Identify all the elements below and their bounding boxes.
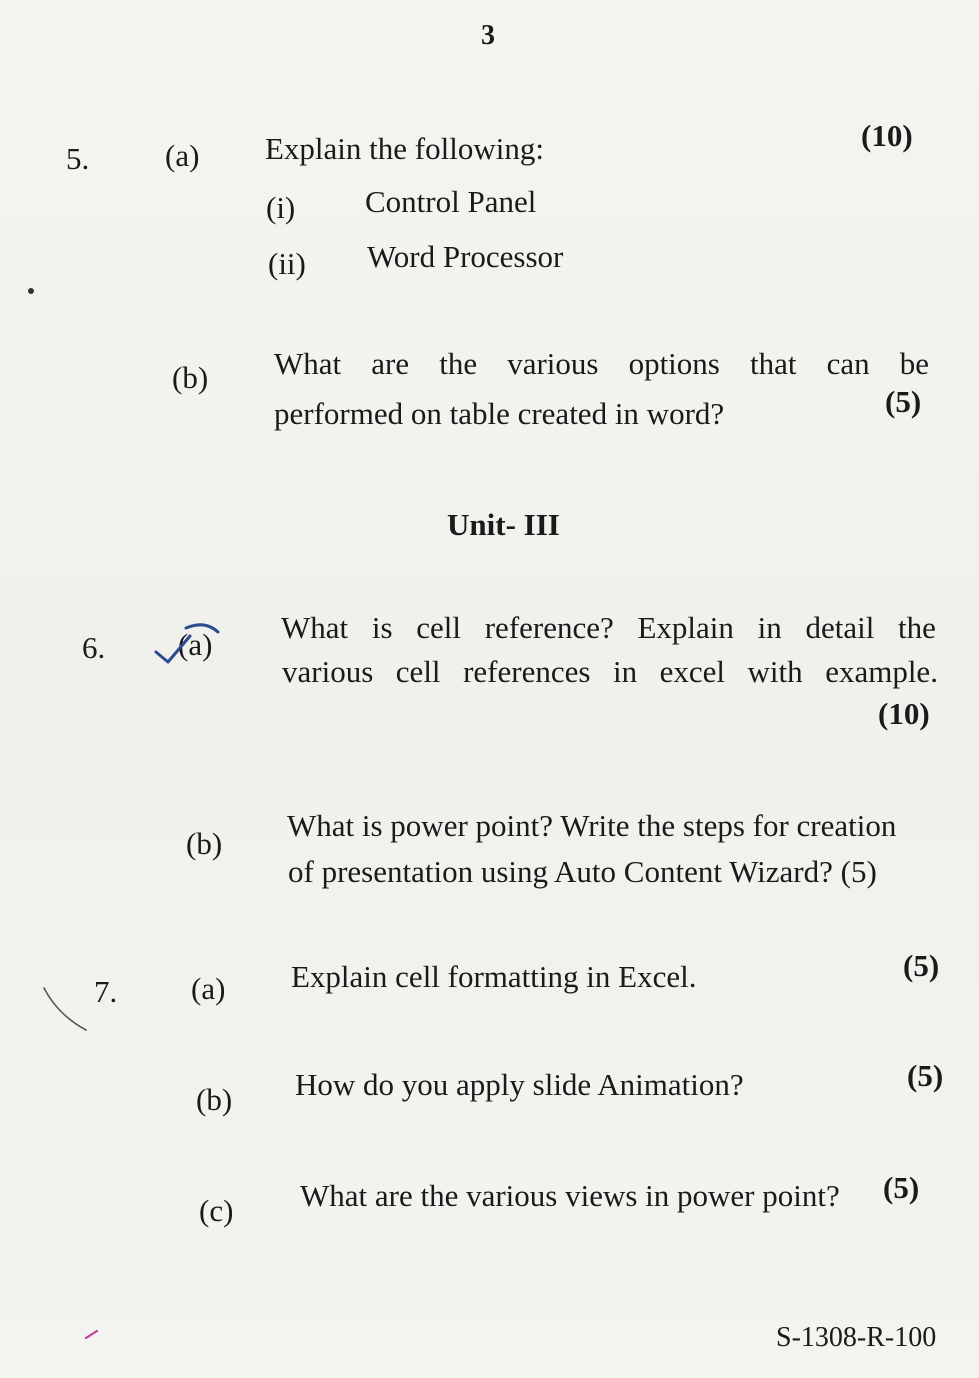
word: the xyxy=(439,346,478,381)
question-number-6: 6. xyxy=(82,630,106,665)
word: be xyxy=(899,346,929,381)
word: cell xyxy=(416,610,462,645)
word: with xyxy=(747,654,803,689)
question-number-5: 5. xyxy=(66,141,90,176)
word: excel xyxy=(659,654,725,689)
q7c-label: (c) xyxy=(199,1193,234,1228)
word: the xyxy=(898,610,936,645)
pencil-stroke-icon xyxy=(44,988,86,1030)
word: reference? xyxy=(484,610,614,645)
q7b-marks: (5) xyxy=(907,1058,944,1093)
word: What xyxy=(281,610,349,645)
q6a-label: (a) xyxy=(178,627,213,662)
q5b-label: (b) xyxy=(172,360,209,395)
word: is xyxy=(371,610,393,645)
q5a-ii-text: Word Processor xyxy=(367,239,564,274)
word: various xyxy=(507,346,599,381)
q5a-marks: (10) xyxy=(861,118,913,153)
q5a-text: Explain the following: xyxy=(265,131,544,166)
word: What xyxy=(274,346,342,381)
question-number-7: 7. xyxy=(94,974,118,1009)
tick-mark-icon xyxy=(156,625,218,662)
magenta-stroke-icon xyxy=(86,1331,97,1338)
q6b-line1: What is power point? Write the steps for creation xyxy=(287,808,897,843)
q5a-i-text: Control Panel xyxy=(365,184,537,219)
q7c-marks: (5) xyxy=(883,1170,920,1205)
page-number: 3 xyxy=(481,20,495,51)
ink-dot-icon xyxy=(28,288,34,294)
word: in xyxy=(612,654,638,689)
q6a-marks: (10) xyxy=(878,696,930,731)
word: can xyxy=(826,346,870,381)
word: references xyxy=(463,654,591,689)
q6b-label: (b) xyxy=(186,826,223,861)
unit-heading: Unit- III xyxy=(447,507,560,542)
word: options xyxy=(628,346,720,381)
word: detail xyxy=(805,610,875,645)
q7c-text: What are the various views in power point? xyxy=(300,1178,840,1213)
q5b-marks: (5) xyxy=(885,384,922,419)
word: various xyxy=(282,654,374,689)
word: cell xyxy=(395,654,441,689)
word: that xyxy=(749,346,797,381)
q6b-line2: of presentation using Auto Content Wizard? (5) xyxy=(288,854,877,889)
q7b-label: (b) xyxy=(196,1082,233,1117)
word: are xyxy=(371,346,410,381)
q7a-label: (a) xyxy=(191,971,226,1006)
word: example. xyxy=(825,654,938,689)
q7a-text: Explain cell formatting in Excel. xyxy=(291,959,697,994)
q5a-ii-label: (ii) xyxy=(268,246,306,281)
q5a-label: (a) xyxy=(165,138,200,173)
footer-code: S-1308-R-100 xyxy=(776,1322,937,1353)
q5a-i-label: (i) xyxy=(266,190,296,225)
q5b-line2: performed on table created in word? xyxy=(274,396,725,431)
word: Explain xyxy=(637,610,734,645)
q7b-text: How do you apply slide Animation? xyxy=(295,1067,744,1102)
q7a-marks: (5) xyxy=(903,948,940,983)
word: in xyxy=(757,610,782,645)
